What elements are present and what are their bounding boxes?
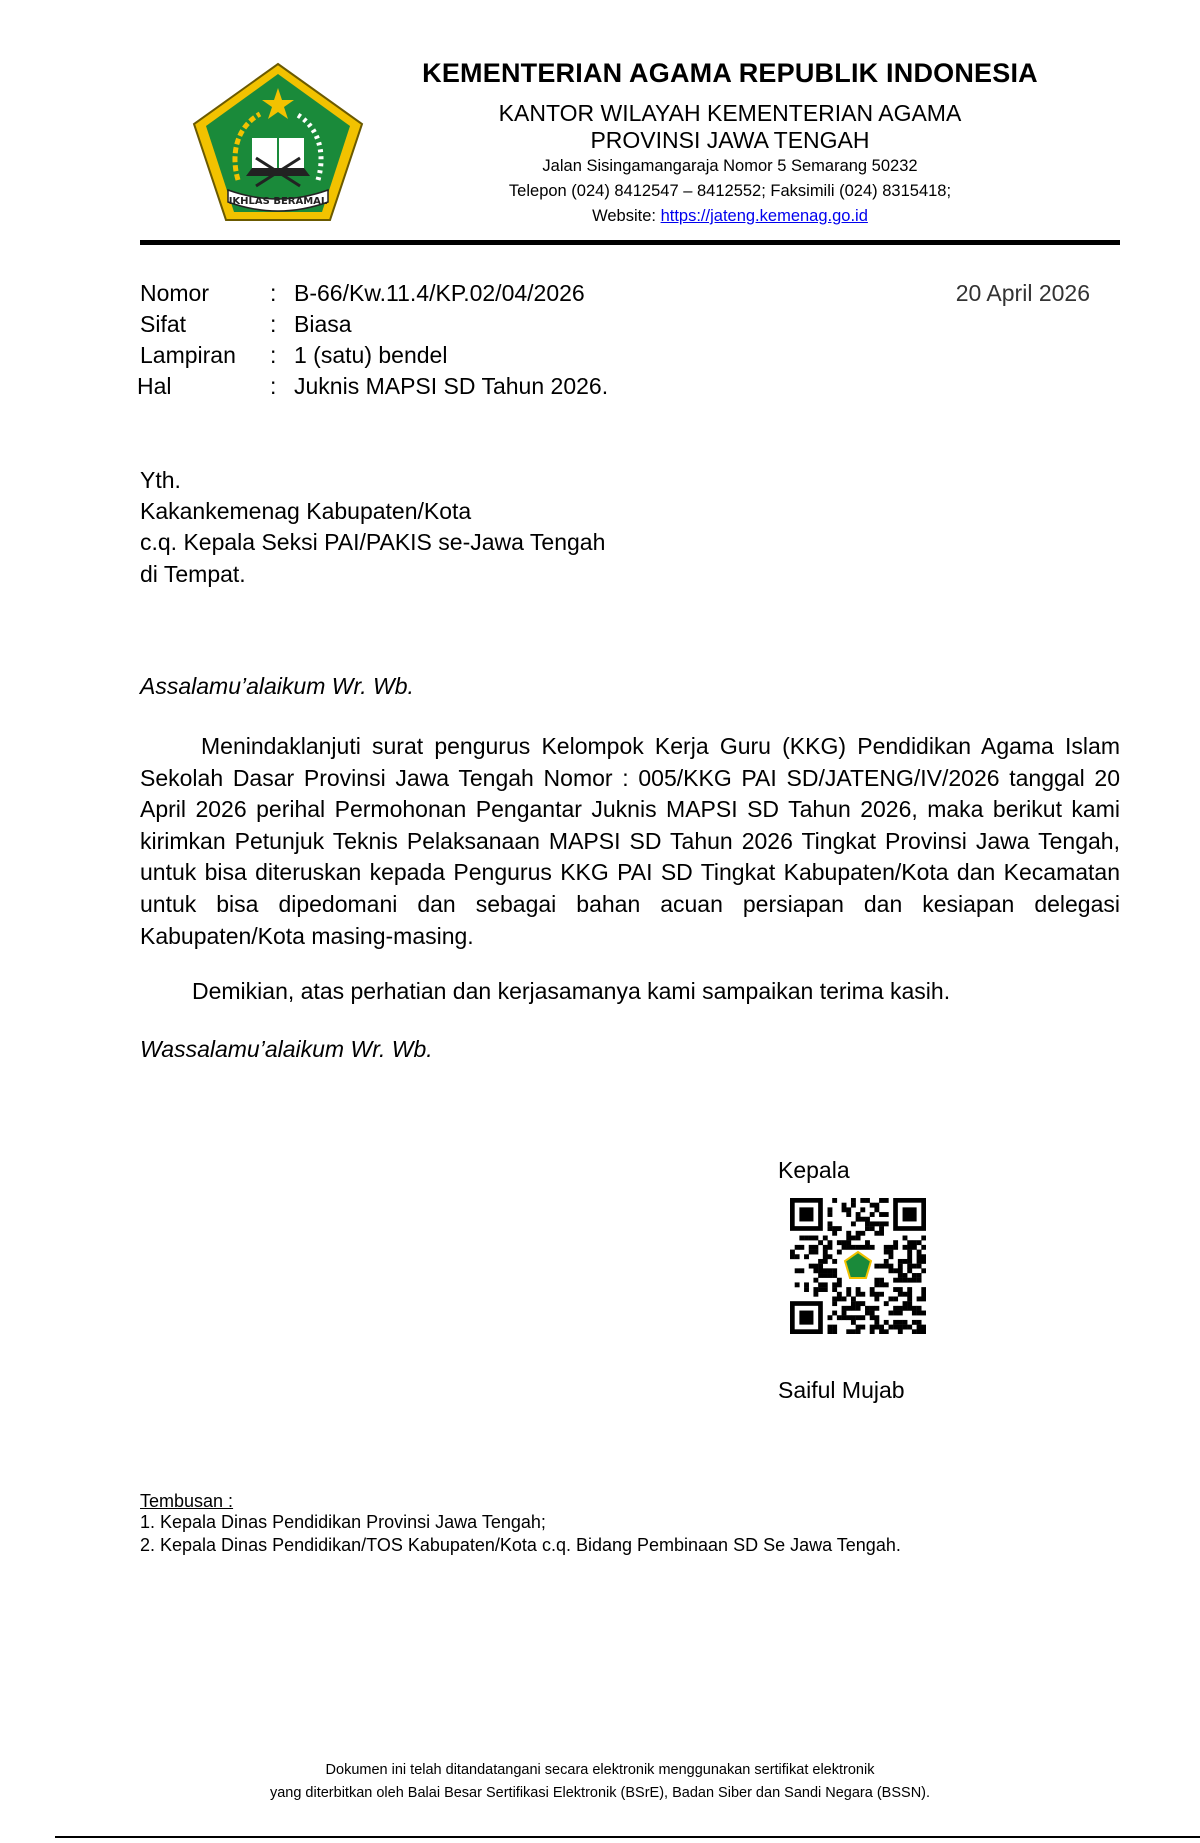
hal-colon: : (270, 373, 277, 399)
sifat-label: Sifat (140, 311, 187, 337)
signatory-name: Saiful Mujab (778, 1377, 905, 1403)
logo-motto-text: IKHLAS BERAMAL (228, 196, 328, 207)
body-paragraph-1: Menindaklanjuti surat pengurus Kelompok Kerja Guru (KKG) Pendidikan Agama Islam Sekolah Dasar Provinsi Jawa Tengah Nomor : 005/KKG PAI SD/JATENG/IV/2026 tanggal 20 April 2026 perihal Permohonan Pengantar Juknis MAPSI SD Tahun 2026, maka berikut kami kirimkan Petunjuk Teknis Pelaksanaan MAPSI SD Tahun 2026 Tingkat Provinsi Jawa Tengah, untuk bisa diteruskan kepada Pengurus KKG PAI SD Tingkat Kabupaten/Kota dan Kecamatan untuk bisa dipedomani dan sebagai bahan acuan persiapan dan kesiapan delegasi Kabupaten/Kota masing-masing. (140, 733, 1120, 949)
ministry-title: KEMENTERIAN AGAMA REPUBLIK INDONESIA (422, 58, 1038, 88)
website-link[interactable]: https://jateng.kemenag.go.id (660, 207, 868, 225)
office-line-1: KANTOR WILAYAH KEMENTERIAN AGAMA (498, 100, 962, 126)
greeting: Assalamu’alaikum Wr. Wb. (140, 673, 414, 699)
letter-date: 20 April 2026 (955, 280, 1090, 306)
office-website (380, 207, 1080, 226)
signatory-title: Kepala (778, 1157, 850, 1183)
tembusan-item: 1. Kepala Dinas Pendidikan Provinsi Jawa Tengah; (140, 1512, 546, 1532)
letterhead-divider (140, 240, 1120, 245)
recipient-place: di Tempat. (140, 561, 246, 587)
lampiran-colon: : (270, 342, 277, 368)
tembusan-item: 2. Kepala Dinas Pendidikan/TOS Kabupaten/Kota c.q. Bidang Pembinaan SD Se Jawa Tengah. (140, 1535, 901, 1555)
sifat-colon: : (270, 311, 277, 337)
recipient-cq: c.q. Kepala Seksi PAI/PAKIS se-Jawa Tengah (140, 529, 606, 555)
nomor-colon: : (270, 280, 277, 306)
recipient-name: Kakankemenag Kabupaten/Kota (140, 498, 472, 524)
footer-divider (55, 1836, 1200, 1838)
sifat-value: Biasa (294, 311, 352, 337)
signature-qr-code (790, 1198, 926, 1334)
office-address: Jalan Sisingamangaraja Nomor 5 Semarang 50232 (542, 157, 918, 175)
closing: Wassalamu’alaikum Wr. Wb. (140, 1036, 433, 1062)
office-phone: Telepon (024) 8412547 – 8412552; Faksimili (024) 8315418; (508, 182, 952, 200)
footer-line-1: Dokumen ini telah ditandatangani secara elektronik menggunakan sertifikat elektronik (325, 1762, 875, 1778)
tembusan-title: Tembusan : (140, 1491, 234, 1511)
recipient-yth: Yth. (140, 467, 181, 493)
website-label: Website: (592, 207, 661, 225)
nomor-value: B-66/Kw.11.4/KP.02/04/2026 (294, 280, 585, 306)
hal-value: Juknis MAPSI SD Tahun 2026. (294, 373, 609, 399)
body-paragraph-2: Demikian, atas perhatian dan kerjasamanya kami sampaikan terima kasih. (192, 978, 951, 1004)
kemenag-logo (190, 62, 366, 224)
office-line-2: PROVINSI JAWA TENGAH (590, 127, 870, 153)
lampiran-label: Lampiran (140, 342, 236, 368)
footer-line-2: yang diterbitkan oleh Balai Besar Sertifikasi Elektronik (BSrE), Badan Siber dan Sandi Negara (BSSN). (269, 1785, 931, 1801)
nomor-label: Nomor (140, 280, 210, 306)
lampiran-value: 1 (satu) bendel (294, 342, 448, 368)
hal-label: Hal (137, 373, 172, 399)
